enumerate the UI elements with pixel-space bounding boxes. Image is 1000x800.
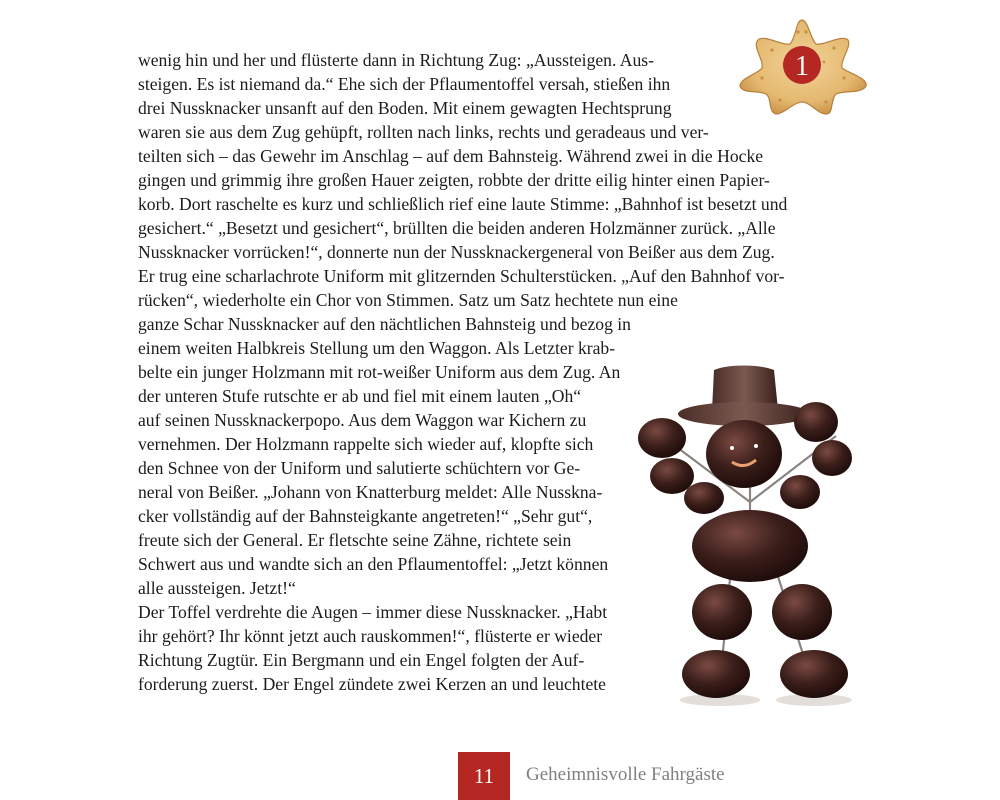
text-line: ganze Schar Nussknacker auf den nächtlichen Bahnsteig und bezog in bbox=[138, 314, 631, 334]
text-line: Nussknacker vorrücken!“, donnerte nun der Nussknackergeneral von Beißer aus dem Zug. bbox=[138, 242, 775, 262]
prune-figure-illustration bbox=[632, 362, 864, 712]
text-line: einem weiten Halbkreis Stellung um den Waggon. Als Letzter krab- bbox=[138, 338, 616, 358]
text-line: freute sich der General. Er fletschte seine Zähne, richtete sein bbox=[138, 530, 572, 550]
text-line: rücken“, wiederholte ein Chor von Stimmen. Satz um Satz hechtete nun eine bbox=[138, 290, 678, 310]
text-line: korb. Dort raschelte es kurz und schließlich rief eine laute Stimme: „Bahnhof ist besetzt und bbox=[138, 194, 788, 214]
text-line: alle aussteigen. Jetzt!“ bbox=[138, 578, 296, 598]
text-line: gingen und grimmig ihre großen Hauer zeigten, robbte der dritte eilig hinter einen Papier- bbox=[138, 170, 770, 190]
chapter-number: 1 bbox=[795, 51, 809, 82]
text-line: vernehmen. Der Holzmann rappelte sich wieder auf, klopfte sich bbox=[138, 434, 594, 454]
page-number: 11 bbox=[458, 752, 510, 800]
text-line: belte ein junger Holzmann mit rot-weißer Uniform aus dem Zug. An bbox=[138, 362, 621, 382]
text-line: wenig hin und her und flüsterte dann in Richtung Zug: „Aussteigen. Aus- bbox=[138, 50, 654, 70]
text-line: forderung zuerst. Der Engel zündete zwei Kerzen an und leuchtete bbox=[138, 674, 606, 694]
text-line: waren sie aus dem Zug gehüpft, rollten nach links, rechts und geradeaus und ver- bbox=[138, 122, 709, 142]
running-title: Geheimnisvolle Fahrgäste bbox=[526, 764, 725, 785]
text-line: den Schnee von der Uniform und salutierte schüchtern vor Ge- bbox=[138, 458, 581, 478]
text-line: cker vollständig auf der Bahnsteigkante angetreten!“ „Sehr gut“, bbox=[138, 506, 593, 526]
text-line: teilten sich – das Gewehr im Anschlag – auf dem Bahnsteig. Während zwei in die Hocke bbox=[138, 146, 764, 166]
text-line: der unteren Stufe rutschte er ab und fiel mit einem lauten „Oh“ bbox=[138, 386, 582, 406]
text-line: Er trug eine scharlachrote Uniform mit glitzernden Schulterstücken. „Auf den Bahnhof vor- bbox=[138, 266, 785, 286]
text-line: drei Nussknacker unsanft auf den Boden. Mit einem gewagten Hechtsprung bbox=[138, 98, 672, 118]
text-line: steigen. Es ist niemand da.“ Ehe sich der Pflaumentoffel versah, stießen ihn bbox=[138, 74, 671, 94]
text-line: ihr gehört? Ihr könnt jetzt auch rauskommen!“, flüsterte er wieder bbox=[138, 626, 603, 646]
text-line: neral von Beißer. „Johann von Knatterburg meldet: Alle Nusskna- bbox=[138, 482, 603, 502]
text-line: auf seinen Nussknackerpopo. Aus dem Waggon war Kichern zu bbox=[138, 410, 587, 430]
text-line: gesichert.“ „Besetzt und gesichert“, brüllten die beiden anderen Holzmänner zurück. „Alle bbox=[138, 218, 776, 238]
star-cookie-icon bbox=[738, 16, 870, 116]
text-line: Richtung Zugtür. Ein Bergmann und ein Engel folgten der Auf- bbox=[138, 650, 585, 670]
text-line: Schwert aus und wandte sich an den Pflaumentoffel: „Jetzt können bbox=[138, 554, 609, 574]
text-line: Der Toffel verdrehte die Augen – immer diese Nussknacker. „Habt bbox=[138, 602, 608, 622]
